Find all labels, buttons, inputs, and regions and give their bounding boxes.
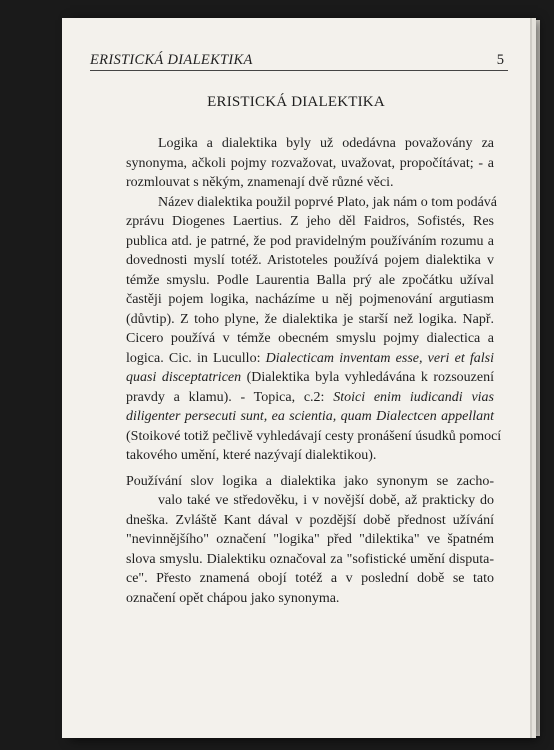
text-line: valo také ve středověku, i v novější době, až prakticky do	[158, 493, 494, 508]
text-line: Logika a dialektika byly už odedávna považovány za	[158, 136, 494, 151]
latin-quote-cont: quasi disceptatricen	[126, 370, 242, 385]
text-line: slova smyslu. Dialektiku označoval za "sofistické umění disputa-	[126, 551, 494, 567]
latin-quote: Dialecticam inventam esse, veri et falsi	[265, 350, 494, 366]
text-line: "nevinnějšího" označení "logika" před "dilektika" ve špatném	[126, 532, 494, 547]
chapter-title: ERISTICKÁ DIALEKTIKA	[207, 94, 385, 110]
text-line: ce". Přesto znamená obojí totéž a v poslední době se tato	[126, 571, 494, 586]
text-line: rozmlouvat s někým, znamenají dvě různé věci.	[126, 175, 394, 190]
text-line: pravdy a klamu). - Topica, c.2: Stoici enim iudicandi vias	[126, 389, 495, 405]
text-line: (důvtip). Z toho plyne, že dialektika je starší než logika. Např.	[126, 311, 494, 327]
text-line: dovednosti myslí totéž. Aristoteles používá pojem dialektika v	[126, 253, 494, 268]
text-line: Název dialektika použil poprvé Plato, jak nám o tom podává	[158, 194, 498, 210]
book-page	[62, 18, 530, 738]
text-line: Cicero používá v témže obecném smyslu pojmy dialectica a	[126, 331, 494, 346]
text-line: synonyma, ačkoli pojmy rozvažovat, uvažovat, propočítávat; - a	[126, 155, 494, 171]
text-line: častěji pojem logika, nacházíme u něj pojmenování argutiasm	[126, 292, 494, 307]
running-title: ERISTICKÁ DIALEKTIKA	[90, 52, 253, 68]
text-line: Používání slov logika a dialektika jako synonym se zacho-	[126, 473, 494, 489]
latin-quote: Stoici enim iudicandi vias	[333, 389, 495, 405]
text-line: logica. Cic. in Lucullo: Dialecticam inventam esse, veri et falsi	[126, 350, 494, 366]
latin-quote-cont: diligenter persecuti sunt, ea scientia, quam Dialectcen appellant	[126, 409, 494, 424]
text-line: témže smyslu. Podle Laurentia Balla prý ale zpočátku užíval	[126, 272, 494, 288]
text-line: (Stoikové totiž pečlivě vyhledávají cesty pronášení úsudků pomocí	[126, 428, 502, 444]
running-header	[90, 52, 508, 71]
text-line: publica atd. je patrné, že pod pravidelným používáním rozumu a	[126, 233, 494, 249]
text-line: quasi disceptatricen (Dialektika byla vyhledávána k rozsouzení	[126, 370, 494, 385]
text-line: označení opět chápou jako synonyma.	[126, 590, 340, 606]
text-line: dneška. Zvláště Kant dával v pozdější době přednost užívání	[126, 512, 494, 528]
text-line	[126, 407, 494, 427]
body-text	[126, 134, 502, 608]
text-line: zprávu Diogenes Laertius. Z jeho děl Faidros, Sofistés, Res	[126, 214, 494, 229]
text-line: takového umění, které nazývají dialektikou).	[126, 448, 377, 463]
page-number: 5	[496, 52, 504, 68]
